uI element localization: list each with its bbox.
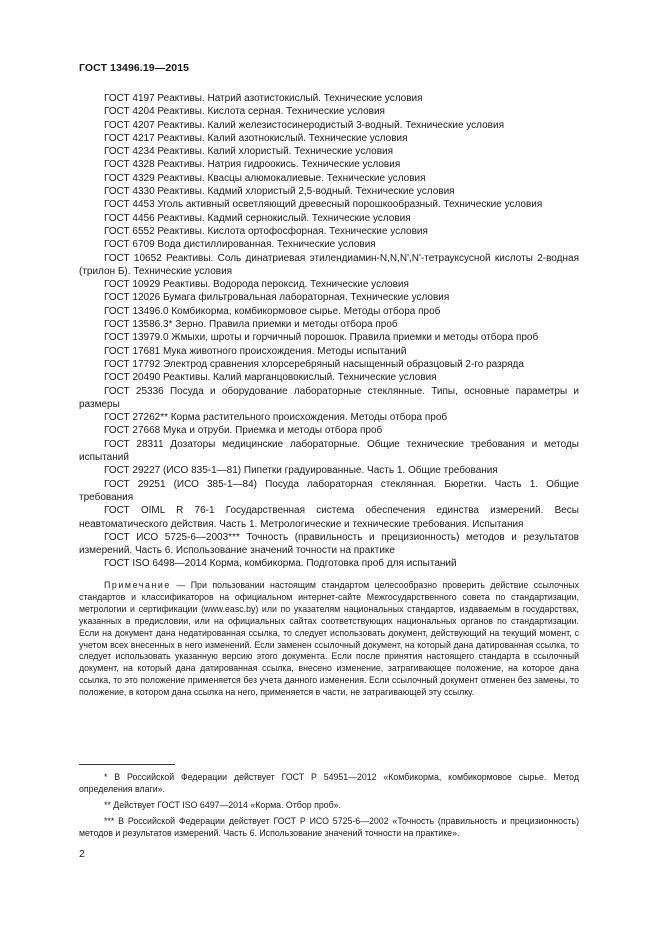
- reference-item: ГОСТ 4453 Уголь активный осветляющий древесный порошкообразный. Технические условия: [104, 199, 543, 211]
- reference-item: ГОСТ 4330 Реактивы. Кадмий хлористый 2,5-водный. Технические условия: [104, 186, 455, 198]
- reference-item: ГОСТ 4207 Реактивы. Калий железистосинеродистый 3-водный. Технические условия: [104, 119, 504, 131]
- reference-item: ГОСТ ISO 6498—2014 Корма, комбикорма. Подготовка проб для испытаний: [104, 558, 457, 570]
- footnote-divider: [79, 764, 175, 765]
- reference-item: ГОСТ 4204 Реактивы. Кислота серная. Технические условия: [104, 106, 385, 118]
- note-text: — При пользовании настоящим стандартом целесообразно проверить действие ссылочных стандартов и классификаторов на официальном интернет-сайте Межгосударственного совета по стандартизации, метрологии и сертификации (www.easc.by) или по указателям национальных стандартов, издаваемым в государствах, указанных в предисловии, или на официальных сайтах соответствующих национальных органов по стандартизации. Если на документ дана недатированная ссылка, то следует использовать документ, действующий на текущий момент, с учетом всех внесенных в него изменений. Если заменен ссылочный документ, на который дана датированная ссылка, то следует использовать указанную версию этого документа. Если после принятия настоящего стандарта в ссылочный документ, на который дана датированная ссылка, внесено изменение, затрагивающее положение, на которое дана ссылка, то это положение применяется без учета данного изменения. Если ссылочный документ отменен без замены, то положение, в котором дана ссылка на него, применяется в части, не затрагивающей эту ссылку.: [79, 580, 579, 698]
- reference-item: ГОСТ 12026 Бумага фильтровальная лабораторная. Технические условия: [104, 292, 450, 304]
- footnote-item: *** В Российской Федерации действует ГОСТ Р ИСО 5725-6—2002 «Точность (правильность и прецизионность) методов и результатов измерений. Часть 6. Использование значений точности на практике».: [79, 815, 579, 838]
- reference-item: ГОСТ 4456 Реактивы. Кадмий сернокислый. Технические условия: [104, 212, 411, 224]
- reference-item: ГОСТ 10652 Реактивы. Соль динатриевая этилендиамин-N,N,N',N'-тетрауксусной кислоты 2-водная (трилон Б). Технические условия: [79, 252, 579, 277]
- reference-item: ГОСТ ИСО 5725-6—2003*** Точность (правильность и прецизионность) методов и результатов измерений. Часть 6. Использование значений точности на практике: [79, 531, 579, 557]
- page-number: 2: [79, 848, 85, 860]
- reference-item: ГОСТ 13586.3* Зерно. Правила приемки и методы отбора проб: [104, 319, 398, 331]
- reference-item: ГОСТ 4329 Реактивы. Квасцы алюмокалиевые. Технические условия: [104, 172, 426, 184]
- references-list: [79, 92, 579, 571]
- reference-item: ГОСТ 4234 Реактивы. Калий хлористый. Технические условия: [104, 146, 394, 158]
- reference-item: ГОСТ 29227 (ИСО 835-1—81) Пипетки градуированные. Часть 1. Общие требования: [104, 465, 498, 477]
- reference-item: ГОСТ OIML R 76-1 Государственная система обеспечения единства измерений. Весы неавтоматического действия. Часть 1. Метрологические и технические требования. Испытания: [79, 505, 579, 530]
- reference-item: ГОСТ 17681 Мука животного происхождения. Методы испытаний: [104, 345, 407, 357]
- footnotes: [79, 772, 579, 844]
- reference-item: ГОСТ 29251 (ИСО 385-1—84) Посуда лабораторная стеклянная. Бюретки. Часть 1. Общие требования: [79, 478, 579, 503]
- reference-item: ГОСТ 13979.0 Жмыхи, шроты и горчичный порошок. Правила приемки и методы отбора проб: [104, 332, 539, 344]
- page-header: ГОСТ 13496.19—2015: [79, 62, 190, 74]
- reference-item: ГОСТ 25336 Посуда и оборудование лабораторные стеклянные. Типы, основные параметры и размеры: [79, 385, 579, 410]
- note-paragraph: [79, 580, 579, 699]
- reference-item: ГОСТ 6709 Вода дистиллированная. Технические условия: [104, 239, 376, 251]
- reference-item: ГОСТ 17792 Электрод сравнения хлорсеребряный насыщенный образцовый 2-го разряда: [104, 358, 524, 370]
- reference-item: ГОСТ 28311 Дозаторы медицинские лабораторные. Общие технические требования и методы испытаний: [79, 438, 579, 464]
- footnote-item: * В Российской Федерации действует ГОСТ Р 54951—2012 «Комбикорма, комбикормовое сырье. Метод определения влаги».: [79, 772, 579, 794]
- note-label: Примечание: [104, 580, 171, 590]
- footnote-item: ** Действует ГОСТ ISO 6497—2014 «Корма. Отбор проб».: [104, 799, 341, 810]
- reference-item: ГОСТ 10929 Реактивы. Водорода пероксид. Технические условия: [104, 279, 409, 291]
- reference-item: ГОСТ 6552 Реактивы. Кислота ортофосфорная. Технические условия: [104, 225, 428, 237]
- reference-item: ГОСТ 27262** Корма растительного происхождения. Методы отбора проб: [104, 412, 448, 424]
- reference-item: ГОСТ 20490 Реактивы. Калий марганцовокислый. Технические условия: [104, 372, 437, 384]
- reference-item: ГОСТ 27668 Мука и отруби. Приемка и методы отбора проб: [104, 425, 383, 437]
- reference-item: ГОСТ 4217 Реактивы. Калий азотнокислый. Технические условия: [104, 132, 408, 144]
- reference-item: ГОСТ 4328 Реактивы. Натрия гидроокись. Технические условия: [104, 159, 401, 171]
- reference-item: ГОСТ 13496.0 Комбикорма, комбикормовое сырье. Методы отбора проб: [104, 305, 441, 317]
- reference-item: ГОСТ 4197 Реактивы. Натрий азотистокислый. Технические условия: [104, 93, 423, 104]
